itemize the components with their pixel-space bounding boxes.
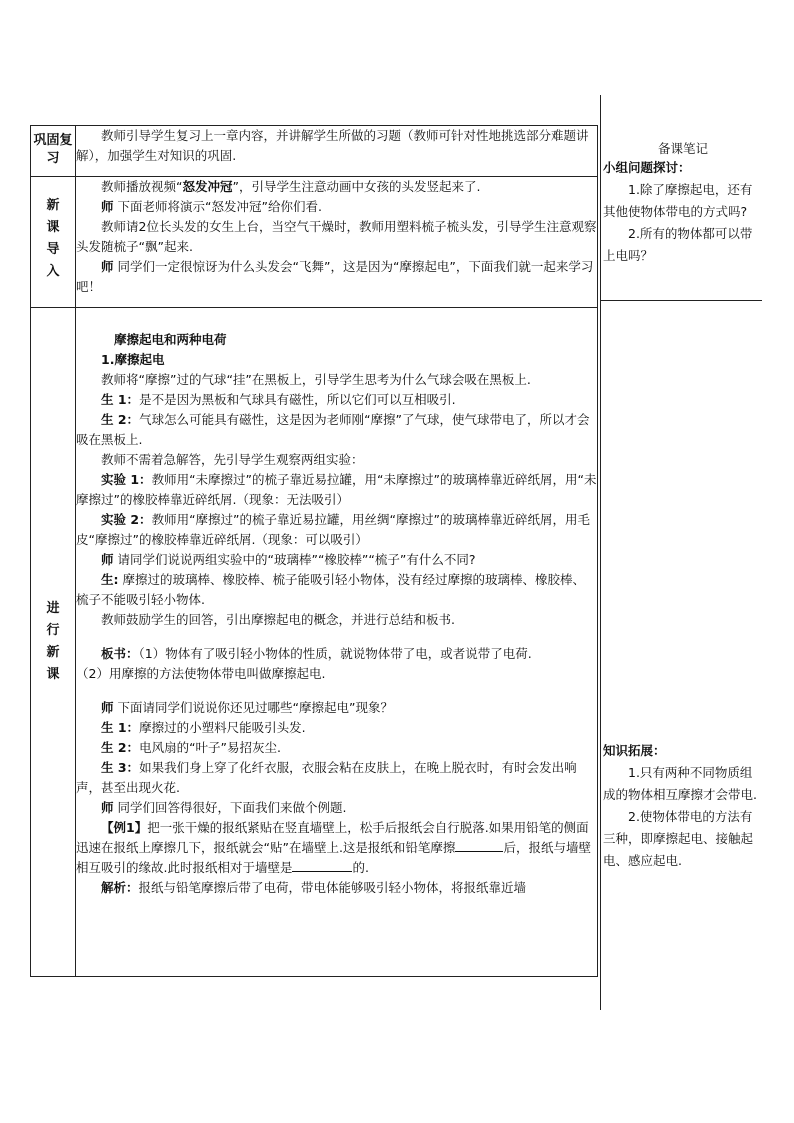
paragraph: 教师将“摩擦”过的气球“挂”在黑板上，引导学生思考为什么气球会吸在黑板上. (101, 372, 531, 387)
paragraph: 生: 摩擦过的玻璃棒、橡胶棒、梳子能吸引轻小物体，没有经过摩擦的玻璃棒、橡胶棒、梳子不能吸引轻小物体. (76, 572, 585, 607)
answer-blank (455, 839, 503, 852)
new-lesson-content (76, 308, 598, 977)
example-paragraph: 【例1】把一张干燥的报纸紧贴在竖直墙壁上，松手后报纸会自行脱落.如果用铅笔的侧面迅速在报纸上摩擦几下，报纸就会“贴”在墙壁上.这是报纸和铅笔摩擦 后，报纸与墙壁相互吸引的缘故.此时报纸相对于墙壁是 的. (76, 820, 591, 875)
paragraph: 教师引导学生复习上一章内容，并讲解学生所做的习题（教师可针对性地挑选部分难题讲解），加强学生对知识的巩固. (76, 128, 589, 163)
sub-title: 1.摩擦起电 (101, 352, 165, 367)
paragraph: 实验 2：教师用“摩擦过”的梳子靠近易拉罐，用丝绸“摩擦过”的玻璃棒靠近碎纸屑，用毛皮“摩擦过”的橡胶棒靠近碎纸屑.（现象：可以吸引） (76, 512, 590, 547)
paragraph: 生 3：如果我们身上穿了化纤衣服，衣服会粘在皮肤上，在晚上脱衣时，有时会发出响声，甚至出现火花. (76, 760, 577, 795)
group-questions (603, 179, 763, 267)
paragraph: 教师播放视频“怒发冲冠”，引导学生注意动画中女孩的头发竖起来了. (101, 179, 481, 194)
table-row (31, 308, 598, 977)
answer-blank (292, 859, 352, 872)
label-char: 新 (46, 645, 60, 660)
paragraph: 解析：报纸与铅笔摩擦后带了电荷，带电体能够吸引轻小物体，将报纸靠近墙 (101, 880, 527, 895)
group-title: 小组问题探讨： (603, 160, 691, 175)
paragraph: 实验 1：教师用“未摩擦过”的梳子靠近易拉罐，用“未摩擦过”的玻璃棒靠近碎纸屑，用“未摩擦过”的橡胶棒靠近碎纸屑.（现象：无法吸引） (76, 472, 597, 507)
row-label (31, 126, 76, 177)
label-char: 新 (46, 198, 60, 213)
paragraph: 教师请2位长头发的女生上台，当空气干燥时，教师用塑料梳子梳头发，引导学生注意观察头发随梳子“飘”起来. (76, 219, 597, 254)
sidebar-divider (600, 95, 601, 1010)
question: 2.所有的物体都可以带上电吗？ (603, 226, 753, 263)
notes-title: 备课笔记 (657, 141, 708, 156)
paragraph: 师 下面请同学们说说你还见过哪些“摩擦起电”现象？ (101, 700, 393, 715)
paragraph: 师 同学们回答得很好，下面我们来做个例题. (101, 800, 347, 815)
label-char: 入 (46, 264, 60, 279)
paragraph: 教师鼓励学生的回答，引出摩擦起电的概念，并进行总结和板书. (101, 612, 455, 627)
review-content (76, 126, 598, 177)
paragraph: 师 请同学们说说两组实验中的“玻璃棒”“橡胶棒”“梳子”有什么不同? (101, 552, 476, 567)
divider (600, 300, 762, 301)
paragraph: 生 1：摩擦过的小塑料尺能吸引头发. (101, 720, 306, 735)
label-char: 进 (46, 601, 60, 616)
paragraph: 教师不需着急解答，先引导学生观察两组实验： (101, 452, 364, 467)
paragraph: 生 2：电风扇的“叶子”易招灰尘. (101, 740, 281, 755)
row-label (31, 177, 76, 308)
label-char: 行 (46, 623, 60, 638)
paragraph: 生 1：是不是因为黑板和气球具有磁性，所以它们可以互相吸引. (101, 392, 456, 407)
table-row (31, 126, 598, 177)
label-char: 课 (46, 220, 60, 235)
label-char: 课 (46, 667, 60, 682)
paragraph: 师 同学们一定很惊讶为什么头发会“飞舞”，这是因为“摩擦起电”，下面我们就一起来学习吧！ (76, 259, 594, 294)
paragraph: 板书：（1）物体有了吸引轻小物体的性质，就说物体带了电，或者说带了电荷. (101, 646, 532, 661)
row-label (31, 308, 76, 977)
paragraph: （2）用摩擦的方法使物体带电叫做摩擦起电. (76, 666, 326, 681)
paragraph: 生 2：气球怎么可能具有磁性，这是因为老师刚“摩擦”了气球，使气球带电了，所以才会吸在黑板上. (76, 412, 590, 447)
knowledge-item: 2.使物体带电的方法有三种，即摩擦起电、接触起电、感应起电. (603, 809, 754, 868)
extension-notes (603, 762, 763, 872)
question: 1.除了摩擦起电，还有其他使物体带电的方式吗? (603, 182, 753, 219)
row-label-text: 巩固复习 (33, 133, 73, 166)
extension-title: 知识拓展： (603, 743, 666, 758)
table-row (31, 177, 598, 308)
intro-content (76, 177, 598, 308)
knowledge-item: 1.只有两种不同物质组成的物体相互摩擦才会带电. (603, 765, 757, 802)
paragraph: 师 下面老师将演示“怒发冲冠”给你们看. (101, 199, 322, 214)
label-char: 导 (46, 242, 60, 257)
lesson-table (30, 125, 598, 977)
section-title: 摩擦起电和两种电荷 (114, 332, 227, 347)
